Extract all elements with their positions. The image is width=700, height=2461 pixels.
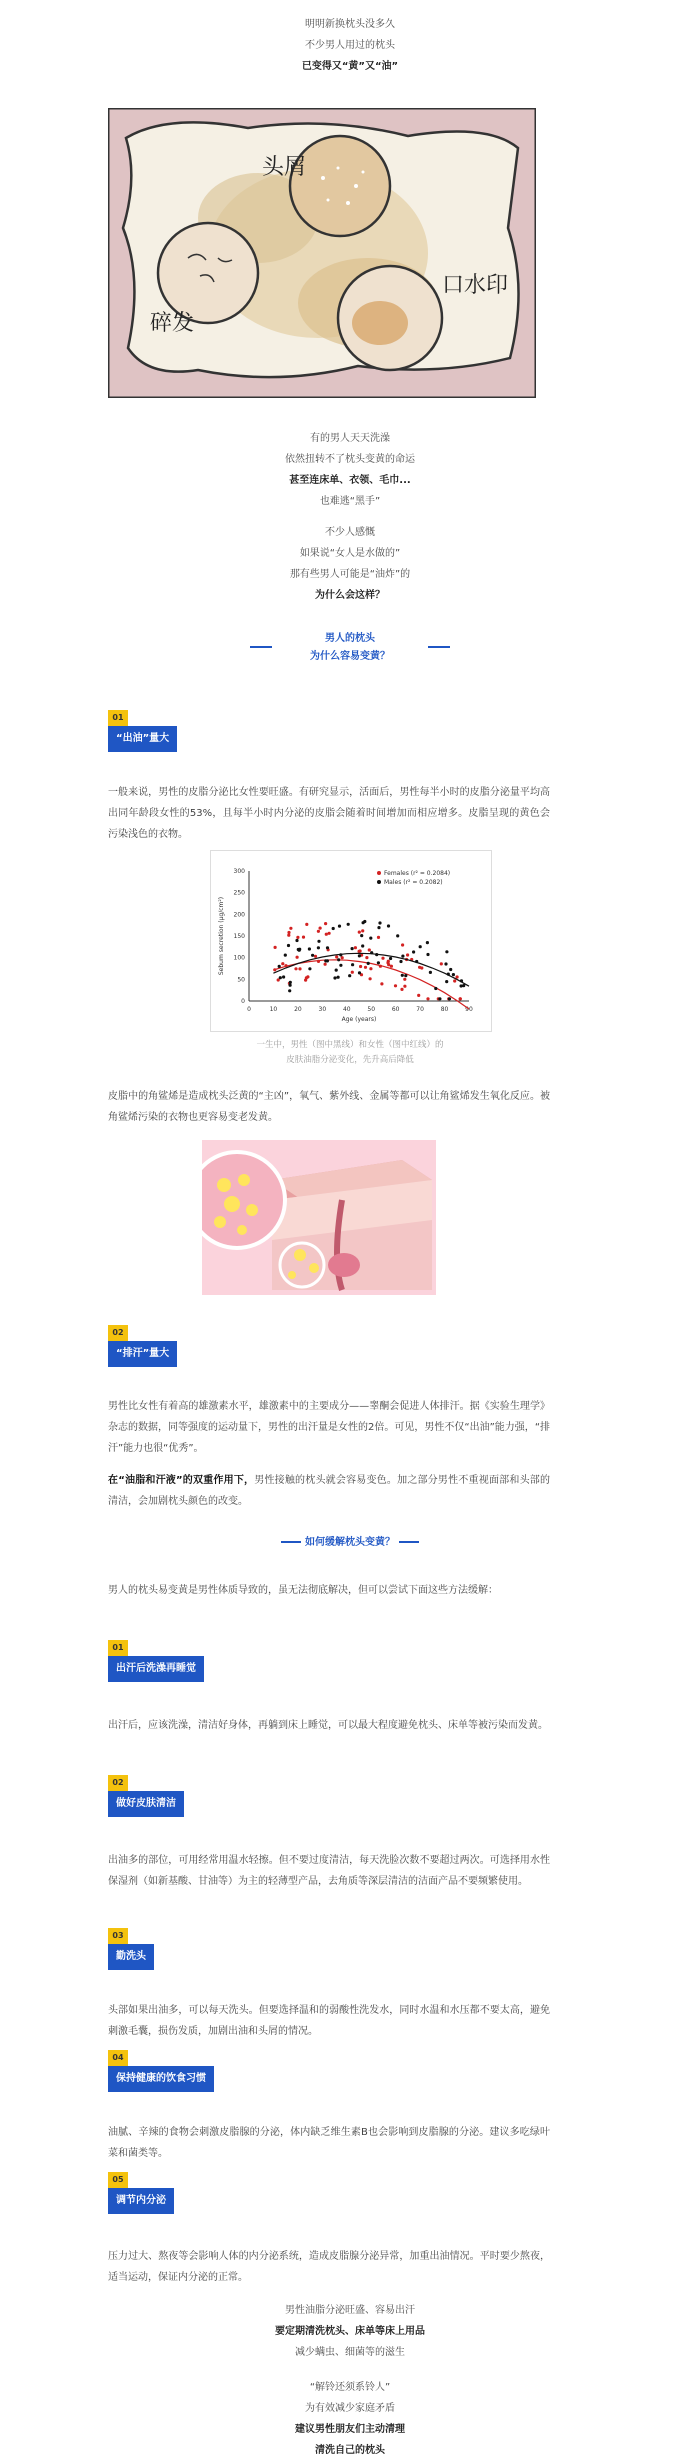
- x-tick-label: 10: [269, 1006, 278, 1013]
- outro-line: 要定期清洗枕头、床单等床上用品: [275, 2326, 425, 2337]
- data-point: [337, 958, 340, 961]
- data-point: [324, 922, 327, 925]
- tip-header-2: [108, 1775, 184, 1817]
- tip-header-5: [108, 2172, 174, 2214]
- data-point: [324, 963, 327, 966]
- data-point: [274, 946, 277, 949]
- x-tick-label: 30: [318, 1006, 327, 1013]
- data-point: [445, 980, 448, 983]
- paragraph-text: 出油多的部位，可用经常用温水轻擦。但不要过度清洁，每天洗脸次数不要超过两次。可选择用水性保湿剂（如新基酸、甘油等）为主的轻薄型产品，去角质等深层清洁的洁面产品不要频繁使用。: [108, 1855, 550, 1887]
- label-dandruff: 头屑: [262, 155, 307, 180]
- data-point: [419, 945, 422, 948]
- data-point: [396, 934, 399, 937]
- data-point: [361, 929, 364, 932]
- data-point: [351, 971, 354, 974]
- topic-line-1: 男人的枕头: [325, 633, 375, 644]
- sebum-chart-figure: [210, 850, 492, 1032]
- divider: [399, 1541, 419, 1543]
- data-point: [358, 931, 361, 934]
- data-point: [298, 967, 301, 970]
- data-point: [363, 920, 366, 923]
- paragraph-5: [108, 1580, 550, 1601]
- text-line: 依然扭转不了枕头变黄的命运: [285, 454, 415, 465]
- data-point: [369, 937, 372, 940]
- x-tick-label: 70: [416, 1006, 424, 1013]
- data-point: [369, 967, 372, 970]
- paragraph-3: [108, 1396, 550, 1459]
- x-tick-label: 50: [367, 1006, 376, 1013]
- outro-line: “解铃还须系铃人”: [309, 2382, 391, 2393]
- data-point: [377, 961, 380, 964]
- data-point: [325, 933, 328, 936]
- label-drool: 口水印: [442, 273, 509, 298]
- data-point: [311, 954, 314, 957]
- y-tick-label: 150: [233, 933, 245, 940]
- paragraph-bold: 在“油脂和汗液”的双重作用下，: [108, 1475, 255, 1486]
- data-point: [302, 936, 305, 939]
- divider: [281, 1541, 301, 1543]
- tip-title: 保持健康的饮食习惯: [108, 2066, 214, 2092]
- text-line: 如果说“女人是水做的”: [299, 548, 401, 559]
- data-point: [452, 973, 455, 976]
- legend-marker: [377, 871, 381, 875]
- data-point: [339, 964, 342, 967]
- outro-line: 建议男性朋友们主动清理: [295, 2424, 405, 2435]
- tip-header-3: [108, 1928, 154, 1970]
- data-point: [404, 974, 407, 977]
- data-point: [360, 934, 363, 937]
- text-line: 那有些男人可能是“油炸”的: [289, 569, 411, 580]
- data-point: [434, 987, 437, 990]
- data-point: [358, 954, 361, 957]
- data-point: [298, 949, 301, 952]
- data-point: [390, 965, 393, 968]
- data-point: [282, 975, 285, 978]
- data-point: [354, 946, 357, 949]
- tip-header-4: [108, 2050, 214, 2092]
- data-point: [453, 979, 456, 982]
- data-point: [317, 930, 320, 933]
- data-point: [369, 977, 372, 980]
- intro-line: 不少男人用过的枕头: [305, 40, 395, 51]
- paragraph-4: [108, 1470, 550, 1512]
- data-point: [289, 984, 292, 987]
- topic-heading: [250, 630, 450, 666]
- sebum-chart: [211, 851, 491, 1031]
- data-point: [308, 967, 311, 970]
- data-point: [333, 976, 336, 979]
- tip-text-1: [108, 1715, 550, 1736]
- outro-line: 清洗自己的枕头: [315, 2445, 385, 2456]
- tip-number: 03: [108, 1928, 128, 1944]
- topic-line-2: 为什么容易变黄？: [310, 651, 390, 662]
- y-tick-label: 250: [233, 889, 245, 897]
- legend-label: Males (r² = 0.2082): [384, 879, 443, 886]
- section-header-1: [108, 710, 177, 752]
- data-point: [317, 940, 320, 943]
- tip-title: 勤洗头: [108, 1944, 154, 1970]
- data-point: [361, 944, 364, 947]
- text-line: 为什么会这样？: [315, 590, 385, 601]
- paragraph-text: 一般来说，男性的皮脂分泌比女性要旺盛。有研究显示，活面后，男性每半小时的皮脂分泌量平均高出同年龄段女性的53%，且每半小时内分泌的皮脂会随着时间增加而相应增多。皮脂呈现的黄色会污染浅色的衣物。: [108, 787, 550, 840]
- data-point: [351, 947, 354, 950]
- data-point: [294, 967, 297, 970]
- legend-label: Females (r² = 0.2084): [384, 870, 451, 877]
- data-point: [429, 971, 432, 974]
- data-point: [381, 957, 384, 960]
- data-point: [417, 994, 420, 997]
- data-point: [445, 950, 448, 953]
- data-point: [358, 950, 361, 953]
- tip-number: 04: [108, 2050, 128, 2066]
- tip-number: 05: [108, 2172, 128, 2188]
- tip-title: 做好皮肤清洁: [108, 1791, 184, 1817]
- paragraph-text: 男性比女性有着高的雄激素水平，雄激素中的主要成分——睾酮会促进人体排汗。据《实验生理学》杂志的数据，同等强度的运动量下，男性的出汗量是女性的2倍。可见，男性不仅“出油”能力强，“排汗”能力也很“优秀”。: [108, 1401, 550, 1454]
- intro-block: [0, 14, 700, 77]
- paragraph-text: 男人的枕头易变黄是男性体质导致的，虽无法彻底解决，但可以尝试下面这些方法缓解：: [108, 1585, 498, 1596]
- data-point: [438, 997, 441, 1000]
- data-point: [380, 982, 383, 985]
- tip-text-4: [108, 2122, 550, 2164]
- outro-line: 为有效减少家庭矛盾: [305, 2403, 395, 2414]
- data-point: [337, 976, 340, 979]
- text-line: 也难逃“黑手”: [319, 496, 381, 507]
- x-tick-label: 90: [465, 1006, 473, 1013]
- y-tick-label: 300: [233, 868, 245, 875]
- data-point: [328, 932, 331, 935]
- data-point: [351, 963, 354, 966]
- data-point: [289, 927, 292, 930]
- data-point: [448, 997, 451, 1000]
- data-point: [377, 926, 380, 929]
- data-point: [401, 955, 404, 958]
- x-tick-label: 60: [391, 1006, 400, 1013]
- data-point: [287, 931, 290, 934]
- section-number: 01: [108, 710, 128, 726]
- data-point: [456, 975, 459, 978]
- x-tick-label: 80: [440, 1006, 449, 1013]
- tip-text-2: [108, 1850, 550, 1892]
- data-point: [403, 985, 406, 988]
- data-point: [387, 924, 390, 927]
- text-line: 不少人感慨: [325, 527, 375, 538]
- tip-number: 02: [108, 1775, 128, 1791]
- how-to-title: [0, 1535, 700, 1551]
- paragraph-1: [108, 782, 550, 845]
- text-line: 甚至连床单、衣领、毛巾...: [289, 475, 411, 486]
- data-point: [359, 965, 362, 968]
- label-broken-hair: 碎发: [150, 311, 195, 336]
- intro-line: 已变得又“黄”又“油”: [301, 61, 399, 72]
- data-point: [367, 962, 370, 965]
- data-point: [377, 936, 380, 939]
- tip-text-5: [108, 2246, 550, 2288]
- data-point: [387, 960, 390, 963]
- data-point: [426, 941, 429, 944]
- section-number: 02: [108, 1325, 128, 1341]
- data-point: [412, 950, 415, 953]
- outro-line: 男性油脂分泌旺盛、容易出汗: [285, 2305, 415, 2316]
- x-tick-label: 0: [247, 1006, 251, 1013]
- tip-header-1: [108, 1640, 204, 1682]
- data-point: [326, 959, 329, 962]
- paragraph-2: [108, 1086, 550, 1128]
- data-point: [365, 956, 368, 959]
- chart-caption: [220, 1038, 480, 1068]
- paragraph-text: 油腻、辛辣的食物会刺激皮脂腺的分泌，体内缺乏维生素B也会影响到皮脂腺的分泌。建议多吃绿叶菜和菌类等。: [108, 2127, 550, 2159]
- data-point: [406, 953, 409, 956]
- how-to-text: 如何缓解枕头变黄？: [305, 1537, 395, 1548]
- intro-line: 明明新换枕头没多久: [305, 19, 395, 30]
- data-point: [281, 962, 284, 965]
- paragraph-text: 压力过大、熬夜等会影响人体的内分泌系统，造成皮脂腺分泌异常，加重出油情况。平时要少熬夜，适当运动，保证内分泌的正常。: [108, 2251, 550, 2283]
- data-point: [358, 971, 361, 974]
- data-point: [400, 988, 403, 991]
- tip-title: 调节内分泌: [108, 2188, 174, 2214]
- divider: [428, 646, 450, 648]
- data-point: [401, 943, 404, 946]
- data-point: [401, 974, 404, 977]
- outro-block: [0, 2300, 700, 2461]
- caption-line: 一生中，男性（图中黑线）和女性（图中红线）的: [256, 1040, 444, 1050]
- tip-number: 01: [108, 1640, 128, 1656]
- section-title: “排汗”量大: [108, 1341, 177, 1367]
- data-point: [399, 960, 402, 963]
- data-point: [295, 939, 298, 942]
- data-point: [426, 997, 429, 1000]
- section-header-2: [108, 1325, 177, 1367]
- lines3-block: [0, 522, 700, 606]
- lines2-block: [0, 428, 700, 512]
- data-point: [304, 979, 307, 982]
- pillow-illustration: [108, 108, 536, 398]
- data-point: [460, 984, 463, 987]
- data-point: [332, 927, 335, 930]
- data-point: [426, 953, 429, 956]
- data-point: [314, 955, 317, 958]
- caption-line: 皮肤油脂分泌变化，先升高后降低: [286, 1055, 414, 1065]
- data-point: [341, 956, 344, 959]
- data-point: [389, 957, 392, 960]
- divider: [250, 646, 272, 648]
- data-point: [459, 997, 462, 1000]
- skin-illustration: [202, 1140, 436, 1295]
- data-point: [403, 978, 406, 981]
- data-point: [284, 954, 287, 957]
- data-point: [348, 974, 351, 977]
- paragraph-text: 出汗后，应该洗澡，清洁好身体，再躺到床上睡觉，可以最大程度避免枕头、床单等被污染而发黄。: [108, 1720, 548, 1731]
- paragraph-text: 头部如果出油多，可以每天洗头。但要选择温和的弱酸性洗发水，同时水温和水压都不要太高，避免刺激毛囊，损伤发质，加剧出油和头屑的情况。: [108, 2005, 550, 2037]
- data-point: [296, 936, 299, 939]
- data-point: [418, 966, 421, 969]
- data-point: [449, 968, 452, 971]
- outro-line: [0, 2363, 700, 2377]
- data-point: [364, 966, 367, 969]
- paragraph-text: 皮脂中的角鲨烯是造成枕头泛黄的“主凶”，氧气、紫外线、金属等都可以让角鲨烯发生氧化反应。被角鲨烯污染的衣物也更容易变老发黄。: [108, 1091, 550, 1123]
- data-point: [440, 962, 443, 965]
- y-tick-label: 50: [237, 976, 245, 984]
- data-point: [444, 962, 447, 965]
- data-point: [296, 956, 299, 959]
- x-axis-label: Age (years): [341, 1016, 377, 1023]
- data-point: [278, 965, 281, 968]
- y-tick-label: 100: [233, 954, 245, 962]
- data-point: [335, 955, 338, 958]
- data-point: [305, 923, 308, 926]
- legend-marker: [377, 880, 381, 884]
- tip-title: 出汗后洗澡再睡觉: [108, 1656, 204, 1682]
- y-tick-label: 0: [241, 998, 245, 1005]
- data-point: [335, 969, 338, 972]
- data-point: [317, 946, 320, 949]
- data-point: [288, 989, 291, 992]
- data-point: [338, 925, 341, 928]
- section-title: “出油”量大: [108, 726, 177, 752]
- data-point: [394, 984, 397, 987]
- text-line: 有的男人天天洗澡: [310, 433, 390, 444]
- data-point: [326, 946, 329, 949]
- y-tick-label: 200: [233, 911, 245, 919]
- data-point: [287, 944, 290, 947]
- data-point: [289, 981, 292, 984]
- x-tick-label: 20: [294, 1006, 302, 1013]
- data-point: [368, 948, 371, 951]
- data-point: [279, 976, 282, 979]
- data-point: [378, 921, 381, 924]
- data-point: [319, 927, 322, 930]
- tip-text-3: [108, 2000, 550, 2042]
- data-point: [308, 947, 311, 950]
- y-axis-label: Sebum secretion (µg/cm²): [218, 896, 225, 976]
- data-point: [347, 923, 350, 926]
- x-tick-label: 40: [342, 1006, 351, 1013]
- paragraph-text: 男性接触的枕头就会容易变色。加之部分男性不重视面部和头部的清洁，会加剧枕头颜色的改变。: [108, 1475, 550, 1507]
- outro-line: 减少螨虫、细菌等的滋生: [295, 2347, 405, 2358]
